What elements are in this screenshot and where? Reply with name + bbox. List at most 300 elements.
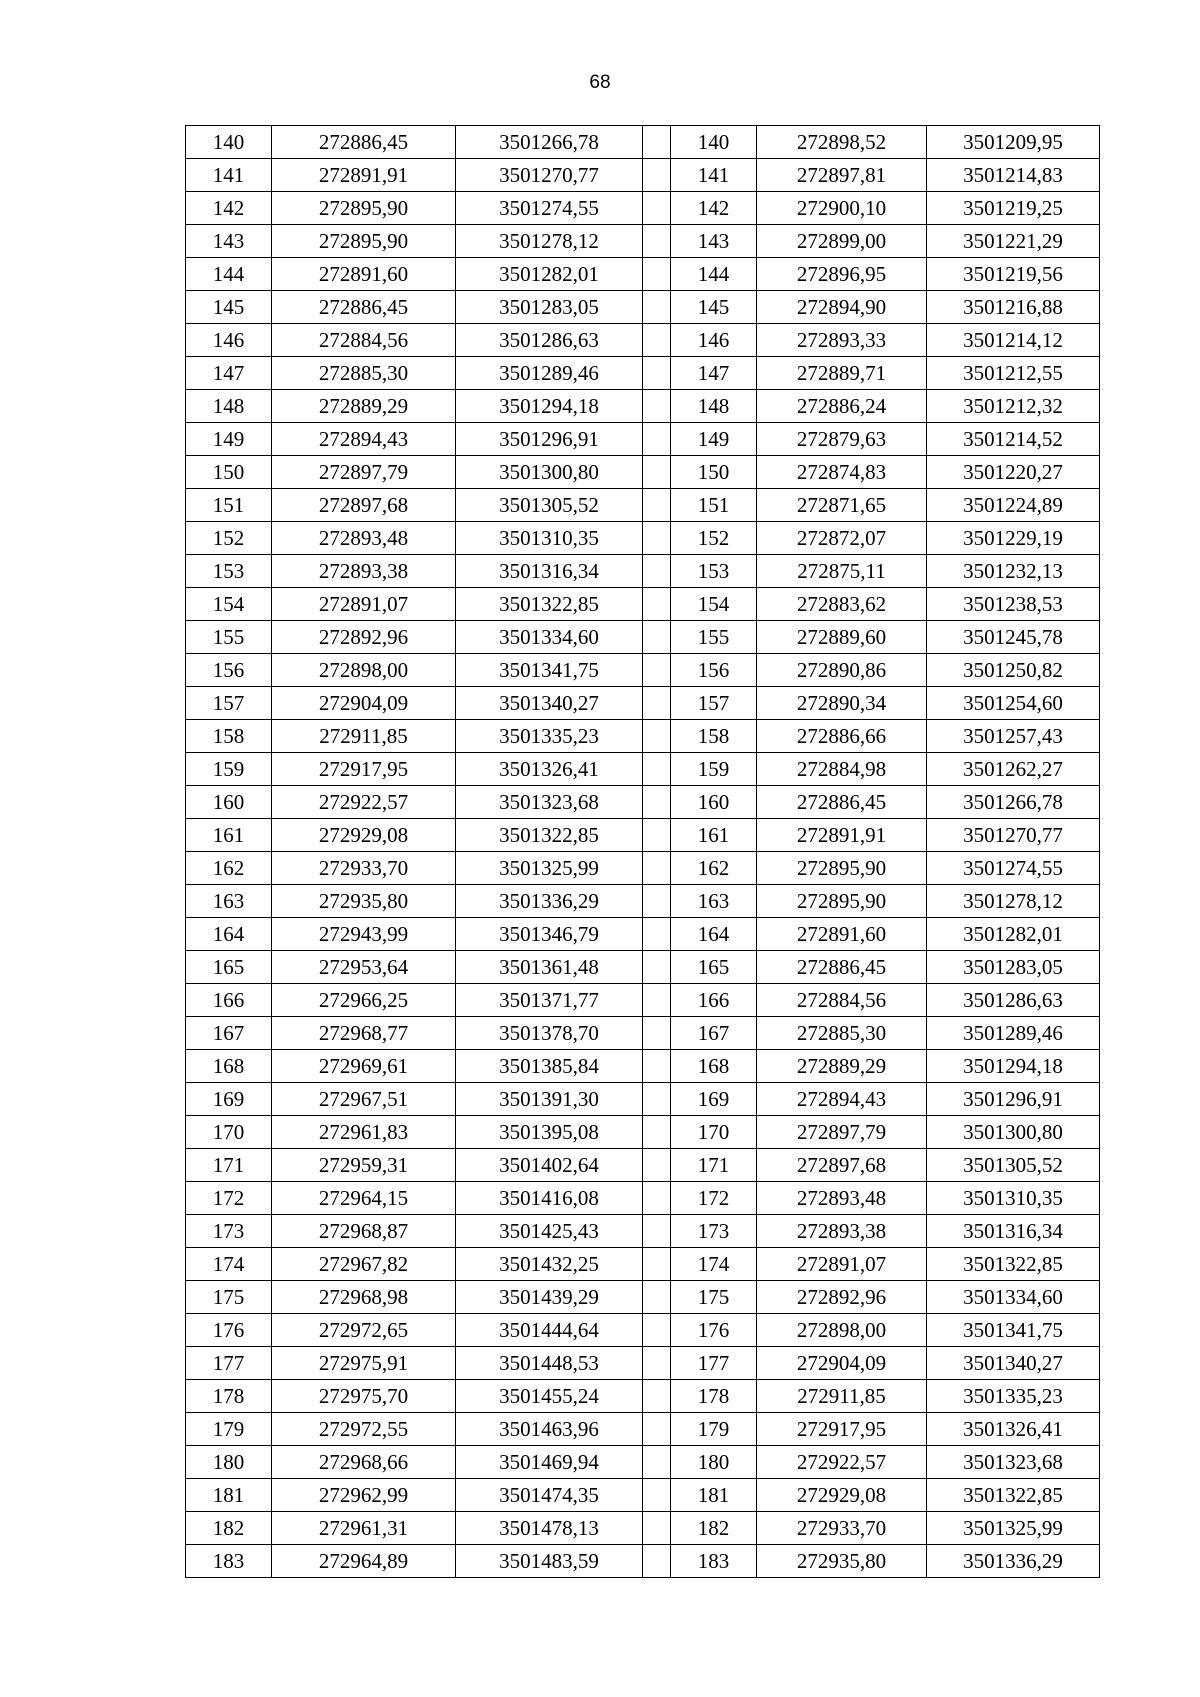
- left-y-coordinate: 3501395,08: [456, 1116, 643, 1149]
- table-row: [186, 159, 1100, 192]
- separator-cell: [643, 951, 671, 984]
- right-point-number: 159: [671, 753, 757, 786]
- right-x-coordinate: 272895,90: [757, 885, 927, 918]
- left-x-coordinate: 272968,87: [272, 1215, 456, 1248]
- left-x-coordinate: 272935,80: [272, 885, 456, 918]
- left-point-number: 175: [186, 1281, 272, 1314]
- right-y-coordinate: 3501219,25: [927, 192, 1100, 225]
- table-row: [186, 192, 1100, 225]
- left-y-coordinate: 3501294,18: [456, 390, 643, 423]
- left-y-coordinate: 3501346,79: [456, 918, 643, 951]
- right-x-coordinate: 272884,98: [757, 753, 927, 786]
- left-y-coordinate: 3501289,46: [456, 357, 643, 390]
- table-row: [186, 819, 1100, 852]
- right-point-number: 168: [671, 1050, 757, 1083]
- table-row: [186, 1314, 1100, 1347]
- table-row: [186, 621, 1100, 654]
- right-point-number: 177: [671, 1347, 757, 1380]
- left-y-coordinate: 3501283,05: [456, 291, 643, 324]
- right-y-coordinate: 3501262,27: [927, 753, 1100, 786]
- left-point-number: 170: [186, 1116, 272, 1149]
- left-point-number: 161: [186, 819, 272, 852]
- right-point-number: 155: [671, 621, 757, 654]
- separator-cell: [643, 852, 671, 885]
- table-row: [186, 687, 1100, 720]
- separator-cell: [643, 324, 671, 357]
- right-x-coordinate: 272933,70: [757, 1512, 927, 1545]
- separator-cell: [643, 1380, 671, 1413]
- right-point-number: 179: [671, 1413, 757, 1446]
- right-x-coordinate: 272875,11: [757, 555, 927, 588]
- right-y-coordinate: 3501245,78: [927, 621, 1100, 654]
- right-x-coordinate: 272886,24: [757, 390, 927, 423]
- left-x-coordinate: 272891,91: [272, 159, 456, 192]
- left-point-number: 163: [186, 885, 272, 918]
- left-y-coordinate: 3501402,64: [456, 1149, 643, 1182]
- right-point-number: 147: [671, 357, 757, 390]
- right-y-coordinate: 3501305,52: [927, 1149, 1100, 1182]
- separator-cell: [643, 456, 671, 489]
- left-point-number: 164: [186, 918, 272, 951]
- left-y-coordinate: 3501270,77: [456, 159, 643, 192]
- left-y-coordinate: 3501483,59: [456, 1545, 643, 1578]
- right-x-coordinate: 272892,96: [757, 1281, 927, 1314]
- right-point-number: 161: [671, 819, 757, 852]
- right-y-coordinate: 3501336,29: [927, 1545, 1100, 1578]
- right-x-coordinate: 272897,81: [757, 159, 927, 192]
- right-x-coordinate: 272884,56: [757, 984, 927, 1017]
- left-x-coordinate: 272884,56: [272, 324, 456, 357]
- left-y-coordinate: 3501266,78: [456, 126, 643, 159]
- right-y-coordinate: 3501214,83: [927, 159, 1100, 192]
- right-point-number: 183: [671, 1545, 757, 1578]
- right-x-coordinate: 272889,71: [757, 357, 927, 390]
- table-row: [186, 456, 1100, 489]
- right-x-coordinate: 272897,68: [757, 1149, 927, 1182]
- table-row: [186, 489, 1100, 522]
- left-point-number: 152: [186, 522, 272, 555]
- right-point-number: 167: [671, 1017, 757, 1050]
- right-x-coordinate: 272893,33: [757, 324, 927, 357]
- separator-cell: [643, 159, 671, 192]
- right-point-number: 165: [671, 951, 757, 984]
- right-y-coordinate: 3501325,99: [927, 1512, 1100, 1545]
- separator-cell: [643, 786, 671, 819]
- separator-cell: [643, 1545, 671, 1578]
- left-y-coordinate: 3501322,85: [456, 819, 643, 852]
- right-x-coordinate: 272922,57: [757, 1446, 927, 1479]
- right-y-coordinate: 3501334,60: [927, 1281, 1100, 1314]
- right-x-coordinate: 272889,60: [757, 621, 927, 654]
- table-row: [186, 1182, 1100, 1215]
- right-point-number: 146: [671, 324, 757, 357]
- left-point-number: 169: [186, 1083, 272, 1116]
- left-y-coordinate: 3501444,64: [456, 1314, 643, 1347]
- table-row: [186, 1281, 1100, 1314]
- left-point-number: 156: [186, 654, 272, 687]
- page-number: 68: [589, 72, 611, 93]
- separator-cell: [643, 1347, 671, 1380]
- left-point-number: 158: [186, 720, 272, 753]
- table-row: [186, 555, 1100, 588]
- table-row: [186, 1479, 1100, 1512]
- right-y-coordinate: 3501316,34: [927, 1215, 1100, 1248]
- left-y-coordinate: 3501385,84: [456, 1050, 643, 1083]
- right-point-number: 148: [671, 390, 757, 423]
- left-x-coordinate: 272961,83: [272, 1116, 456, 1149]
- left-x-coordinate: 272886,45: [272, 291, 456, 324]
- coordinates-table-body: [186, 126, 1100, 1578]
- left-x-coordinate: 272967,51: [272, 1083, 456, 1116]
- right-y-coordinate: 3501296,91: [927, 1083, 1100, 1116]
- left-point-number: 172: [186, 1182, 272, 1215]
- separator-cell: [643, 1050, 671, 1083]
- left-point-number: 182: [186, 1512, 272, 1545]
- separator-cell: [643, 1446, 671, 1479]
- right-point-number: 170: [671, 1116, 757, 1149]
- right-y-coordinate: 3501300,80: [927, 1116, 1100, 1149]
- left-x-coordinate: 272893,48: [272, 522, 456, 555]
- left-point-number: 162: [186, 852, 272, 885]
- separator-cell: [643, 1149, 671, 1182]
- right-y-coordinate: 3501270,77: [927, 819, 1100, 852]
- separator-cell: [643, 1017, 671, 1050]
- left-x-coordinate: 272895,90: [272, 192, 456, 225]
- left-point-number: 148: [186, 390, 272, 423]
- left-y-coordinate: 3501340,27: [456, 687, 643, 720]
- left-y-coordinate: 3501463,96: [456, 1413, 643, 1446]
- left-x-coordinate: 272964,89: [272, 1545, 456, 1578]
- separator-cell: [643, 357, 671, 390]
- right-x-coordinate: 272899,00: [757, 225, 927, 258]
- left-y-coordinate: 3501455,24: [456, 1380, 643, 1413]
- left-y-coordinate: 3501286,63: [456, 324, 643, 357]
- left-x-coordinate: 272968,98: [272, 1281, 456, 1314]
- separator-cell: [643, 1413, 671, 1446]
- right-x-coordinate: 272886,66: [757, 720, 927, 753]
- right-point-number: 164: [671, 918, 757, 951]
- right-x-coordinate: 272879,63: [757, 423, 927, 456]
- table-row: [186, 1512, 1100, 1545]
- table-row: [186, 423, 1100, 456]
- left-x-coordinate: 272911,85: [272, 720, 456, 753]
- table-row: [186, 720, 1100, 753]
- left-point-number: 140: [186, 126, 272, 159]
- separator-cell: [643, 1314, 671, 1347]
- separator-cell: [643, 522, 671, 555]
- table-row: [186, 588, 1100, 621]
- left-point-number: 159: [186, 753, 272, 786]
- left-point-number: 141: [186, 159, 272, 192]
- left-y-coordinate: 3501336,29: [456, 885, 643, 918]
- separator-cell: [643, 918, 671, 951]
- right-point-number: 173: [671, 1215, 757, 1248]
- right-x-coordinate: 272891,07: [757, 1248, 927, 1281]
- right-y-coordinate: 3501286,63: [927, 984, 1100, 1017]
- right-y-coordinate: 3501326,41: [927, 1413, 1100, 1446]
- left-y-coordinate: 3501335,23: [456, 720, 643, 753]
- right-x-coordinate: 272898,52: [757, 126, 927, 159]
- separator-cell: [643, 1512, 671, 1545]
- right-point-number: 140: [671, 126, 757, 159]
- right-y-coordinate: 3501214,12: [927, 324, 1100, 357]
- left-y-coordinate: 3501316,34: [456, 555, 643, 588]
- left-x-coordinate: 272968,77: [272, 1017, 456, 1050]
- left-y-coordinate: 3501425,43: [456, 1215, 643, 1248]
- right-point-number: 157: [671, 687, 757, 720]
- right-y-coordinate: 3501282,01: [927, 918, 1100, 951]
- left-x-coordinate: 272975,70: [272, 1380, 456, 1413]
- table-row: [186, 1215, 1100, 1248]
- separator-cell: [643, 390, 671, 423]
- right-x-coordinate: 272883,62: [757, 588, 927, 621]
- table-row: [186, 654, 1100, 687]
- right-x-coordinate: 272897,79: [757, 1116, 927, 1149]
- right-point-number: 151: [671, 489, 757, 522]
- left-x-coordinate: 272898,00: [272, 654, 456, 687]
- right-y-coordinate: 3501216,88: [927, 291, 1100, 324]
- table-row: [186, 324, 1100, 357]
- coordinates-table: [185, 125, 1100, 1578]
- left-x-coordinate: 272964,15: [272, 1182, 456, 1215]
- table-row: [186, 1545, 1100, 1578]
- left-x-coordinate: 272897,79: [272, 456, 456, 489]
- right-point-number: 142: [671, 192, 757, 225]
- right-point-number: 144: [671, 258, 757, 291]
- table-row: [186, 951, 1100, 984]
- right-y-coordinate: 3501220,27: [927, 456, 1100, 489]
- left-x-coordinate: 272961,31: [272, 1512, 456, 1545]
- separator-cell: [643, 225, 671, 258]
- right-point-number: 152: [671, 522, 757, 555]
- left-point-number: 146: [186, 324, 272, 357]
- right-y-coordinate: 3501214,52: [927, 423, 1100, 456]
- right-point-number: 143: [671, 225, 757, 258]
- left-y-coordinate: 3501478,13: [456, 1512, 643, 1545]
- left-y-coordinate: 3501439,29: [456, 1281, 643, 1314]
- left-x-coordinate: 272897,68: [272, 489, 456, 522]
- left-x-coordinate: 272972,55: [272, 1413, 456, 1446]
- table-row: [186, 753, 1100, 786]
- left-y-coordinate: 3501361,48: [456, 951, 643, 984]
- separator-cell: [643, 126, 671, 159]
- right-y-coordinate: 3501219,56: [927, 258, 1100, 291]
- left-x-coordinate: 272969,61: [272, 1050, 456, 1083]
- separator-cell: [643, 1248, 671, 1281]
- left-y-coordinate: 3501278,12: [456, 225, 643, 258]
- table-row: [186, 885, 1100, 918]
- table-row: [186, 1149, 1100, 1182]
- right-x-coordinate: 272894,90: [757, 291, 927, 324]
- right-y-coordinate: 3501335,23: [927, 1380, 1100, 1413]
- left-y-coordinate: 3501326,41: [456, 753, 643, 786]
- right-x-coordinate: 272886,45: [757, 951, 927, 984]
- right-point-number: 153: [671, 555, 757, 588]
- left-y-coordinate: 3501274,55: [456, 192, 643, 225]
- right-point-number: 149: [671, 423, 757, 456]
- left-y-coordinate: 3501416,08: [456, 1182, 643, 1215]
- right-y-coordinate: 3501229,19: [927, 522, 1100, 555]
- left-y-coordinate: 3501448,53: [456, 1347, 643, 1380]
- left-y-coordinate: 3501474,35: [456, 1479, 643, 1512]
- separator-cell: [643, 291, 671, 324]
- table-row: [186, 357, 1100, 390]
- right-y-coordinate: 3501341,75: [927, 1314, 1100, 1347]
- left-x-coordinate: 272967,82: [272, 1248, 456, 1281]
- right-point-number: 171: [671, 1149, 757, 1182]
- separator-cell: [643, 753, 671, 786]
- right-point-number: 154: [671, 588, 757, 621]
- table-row: [186, 291, 1100, 324]
- right-y-coordinate: 3501224,89: [927, 489, 1100, 522]
- table-row: [186, 225, 1100, 258]
- left-point-number: 144: [186, 258, 272, 291]
- right-x-coordinate: 272911,85: [757, 1380, 927, 1413]
- left-x-coordinate: 272885,30: [272, 357, 456, 390]
- separator-cell: [643, 1281, 671, 1314]
- left-x-coordinate: 272891,07: [272, 588, 456, 621]
- right-y-coordinate: 3501209,95: [927, 126, 1100, 159]
- right-y-coordinate: 3501322,85: [927, 1248, 1100, 1281]
- right-point-number: 175: [671, 1281, 757, 1314]
- table-row: [186, 852, 1100, 885]
- left-x-coordinate: 272889,29: [272, 390, 456, 423]
- right-point-number: 150: [671, 456, 757, 489]
- left-point-number: 157: [186, 687, 272, 720]
- right-y-coordinate: 3501278,12: [927, 885, 1100, 918]
- table-row: [186, 984, 1100, 1017]
- right-x-coordinate: 272898,00: [757, 1314, 927, 1347]
- right-y-coordinate: 3501232,13: [927, 555, 1100, 588]
- left-x-coordinate: 272929,08: [272, 819, 456, 852]
- left-y-coordinate: 3501310,35: [456, 522, 643, 555]
- table-row: [186, 1380, 1100, 1413]
- left-x-coordinate: 272962,99: [272, 1479, 456, 1512]
- right-y-coordinate: 3501257,43: [927, 720, 1100, 753]
- left-y-coordinate: 3501334,60: [456, 621, 643, 654]
- right-x-coordinate: 272894,43: [757, 1083, 927, 1116]
- left-point-number: 179: [186, 1413, 272, 1446]
- left-y-coordinate: 3501322,85: [456, 588, 643, 621]
- left-y-coordinate: 3501300,80: [456, 456, 643, 489]
- separator-cell: [643, 621, 671, 654]
- left-point-number: 147: [186, 357, 272, 390]
- left-point-number: 160: [186, 786, 272, 819]
- left-point-number: 149: [186, 423, 272, 456]
- left-x-coordinate: 272922,57: [272, 786, 456, 819]
- right-point-number: 163: [671, 885, 757, 918]
- left-point-number: 145: [186, 291, 272, 324]
- right-x-coordinate: 272891,60: [757, 918, 927, 951]
- separator-cell: [643, 489, 671, 522]
- separator-cell: [643, 654, 671, 687]
- table-row: [186, 1083, 1100, 1116]
- right-y-coordinate: 3501289,46: [927, 1017, 1100, 1050]
- table-row: [186, 1446, 1100, 1479]
- left-x-coordinate: 272943,99: [272, 918, 456, 951]
- right-y-coordinate: 3501212,55: [927, 357, 1100, 390]
- left-y-coordinate: 3501323,68: [456, 786, 643, 819]
- left-x-coordinate: 272894,43: [272, 423, 456, 456]
- right-x-coordinate: 272872,07: [757, 522, 927, 555]
- separator-cell: [643, 720, 671, 753]
- right-point-number: 178: [671, 1380, 757, 1413]
- separator-cell: [643, 1182, 671, 1215]
- left-x-coordinate: 272892,96: [272, 621, 456, 654]
- left-point-number: 168: [186, 1050, 272, 1083]
- separator-cell: [643, 588, 671, 621]
- right-point-number: 172: [671, 1182, 757, 1215]
- left-y-coordinate: 3501378,70: [456, 1017, 643, 1050]
- right-x-coordinate: 272889,29: [757, 1050, 927, 1083]
- table-row: [186, 126, 1100, 159]
- right-x-coordinate: 272896,95: [757, 258, 927, 291]
- right-x-coordinate: 272935,80: [757, 1545, 927, 1578]
- left-point-number: 177: [186, 1347, 272, 1380]
- right-y-coordinate: 3501322,85: [927, 1479, 1100, 1512]
- right-y-coordinate: 3501221,29: [927, 225, 1100, 258]
- left-y-coordinate: 3501371,77: [456, 984, 643, 1017]
- left-point-number: 155: [186, 621, 272, 654]
- left-y-coordinate: 3501282,01: [456, 258, 643, 291]
- left-point-number: 174: [186, 1248, 272, 1281]
- right-x-coordinate: 272900,10: [757, 192, 927, 225]
- separator-cell: [643, 1083, 671, 1116]
- table-row: [186, 390, 1100, 423]
- left-x-coordinate: 272975,91: [272, 1347, 456, 1380]
- right-y-coordinate: 3501266,78: [927, 786, 1100, 819]
- left-point-number: 171: [186, 1149, 272, 1182]
- right-x-coordinate: 272885,30: [757, 1017, 927, 1050]
- right-y-coordinate: 3501238,53: [927, 588, 1100, 621]
- table-row: [186, 786, 1100, 819]
- table-row: [186, 918, 1100, 951]
- left-x-coordinate: 272966,25: [272, 984, 456, 1017]
- right-y-coordinate: 3501250,82: [927, 654, 1100, 687]
- left-point-number: 176: [186, 1314, 272, 1347]
- right-point-number: 182: [671, 1512, 757, 1545]
- separator-cell: [643, 258, 671, 291]
- left-point-number: 154: [186, 588, 272, 621]
- right-point-number: 162: [671, 852, 757, 885]
- right-y-coordinate: 3501283,05: [927, 951, 1100, 984]
- right-point-number: 145: [671, 291, 757, 324]
- left-point-number: 153: [186, 555, 272, 588]
- left-y-coordinate: 3501325,99: [456, 852, 643, 885]
- right-y-coordinate: 3501323,68: [927, 1446, 1100, 1479]
- left-point-number: 173: [186, 1215, 272, 1248]
- separator-cell: [643, 1479, 671, 1512]
- right-point-number: 141: [671, 159, 757, 192]
- right-x-coordinate: 272893,48: [757, 1182, 927, 1215]
- left-point-number: 165: [186, 951, 272, 984]
- left-y-coordinate: 3501296,91: [456, 423, 643, 456]
- right-x-coordinate: 272893,38: [757, 1215, 927, 1248]
- right-point-number: 176: [671, 1314, 757, 1347]
- right-x-coordinate: 272871,65: [757, 489, 927, 522]
- left-x-coordinate: 272886,45: [272, 126, 456, 159]
- right-point-number: 169: [671, 1083, 757, 1116]
- right-point-number: 174: [671, 1248, 757, 1281]
- right-point-number: 160: [671, 786, 757, 819]
- left-point-number: 183: [186, 1545, 272, 1578]
- right-x-coordinate: 272891,91: [757, 819, 927, 852]
- table-row: [186, 1116, 1100, 1149]
- table-row: [186, 522, 1100, 555]
- table-row: [186, 1017, 1100, 1050]
- left-x-coordinate: 272972,65: [272, 1314, 456, 1347]
- right-y-coordinate: 3501294,18: [927, 1050, 1100, 1083]
